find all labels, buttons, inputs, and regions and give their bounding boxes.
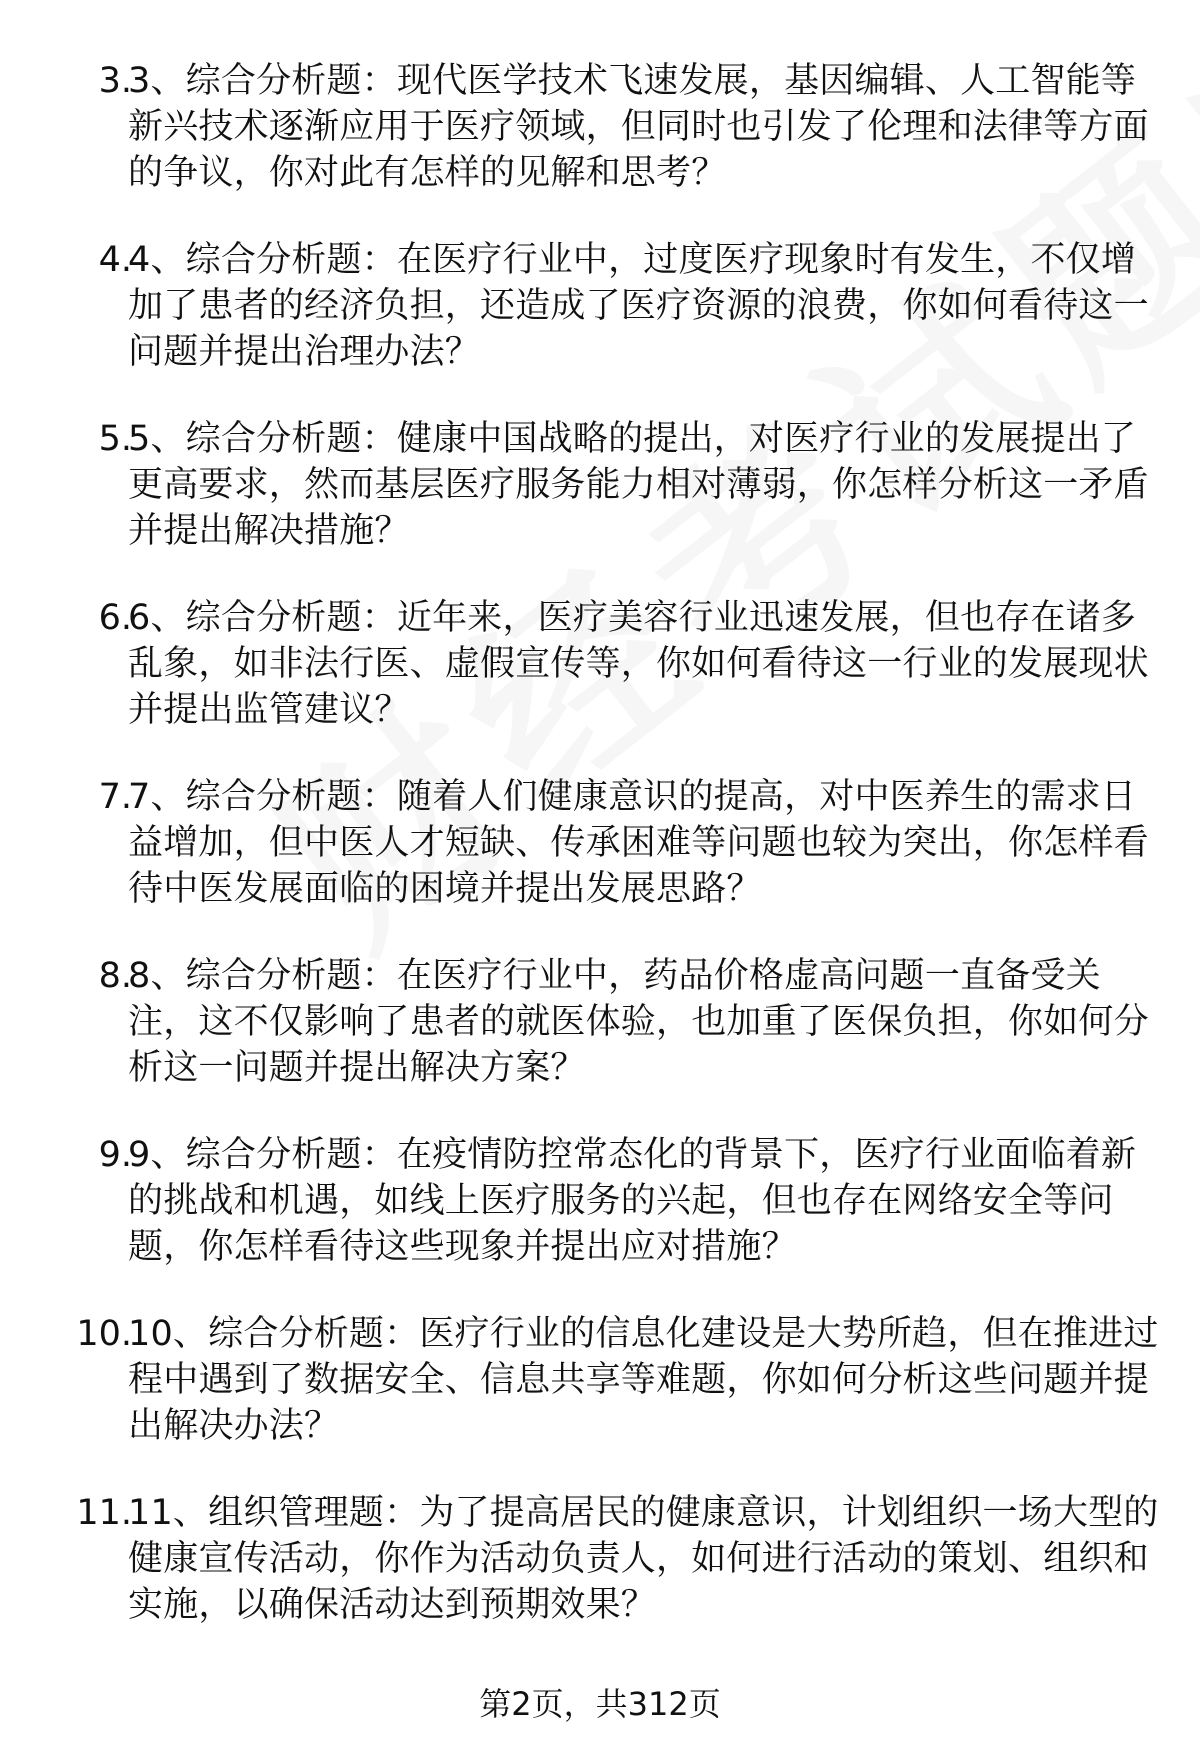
question-number: 11. bbox=[76, 1493, 132, 1533]
question-item bbox=[0, 774, 1200, 953]
question-number: 8. bbox=[98, 956, 132, 996]
question-number: 9. bbox=[98, 1135, 132, 1175]
question-text: 10、综合分析题：医疗行业的信息化建设是大势所趋，但在推进过程中遇到了数据安全、信息共享等难题，你如何分析这些问题并提出解决办法？ bbox=[128, 1314, 1159, 1446]
question-item bbox=[0, 416, 1200, 595]
question-text: 6、综合分析题：近年来，医疗美容行业迅速发展，但也存在诸多乱象，如非法行医、虚假宣传等，你如何看待这一行业的发展现状并提出监管建议？ bbox=[128, 598, 1149, 730]
question-list bbox=[0, 58, 1200, 1669]
question-number: 4. bbox=[98, 240, 132, 280]
question-item bbox=[0, 953, 1200, 1132]
question-number: 10. bbox=[76, 1314, 132, 1354]
question-number: 3. bbox=[98, 61, 132, 101]
question-text: 11、组织管理题：为了提高居民的健康意识，计划组织一场大型的健康宣传活动，你作为活动负责人，如何进行活动的策划、组织和实施，以确保活动达到预期效果？ bbox=[128, 1493, 1159, 1625]
question-text: 4、综合分析题：在医疗行业中，过度医疗现象时有发生，不仅增加了患者的经济负担，还造成了医疗资源的浪费，你如何看待这一问题并提出治理办法？ bbox=[128, 240, 1149, 372]
question-number: 7. bbox=[98, 777, 132, 817]
question-item bbox=[0, 1490, 1200, 1669]
question-text: 3、综合分析题：现代医学技术飞速发展，基因编辑、人工智能等新兴技术逐渐应用于医疗领域，但同时也引发了伦理和法律等方面的争议，你对此有怎样的见解和思考？ bbox=[128, 61, 1149, 193]
question-item bbox=[0, 595, 1200, 774]
question-text: 8、综合分析题：在医疗行业中，药品价格虚高问题一直备受关注，这不仅影响了患者的就医体验，也加重了医保负担，你如何分析这一问题并提出解决方案？ bbox=[128, 956, 1149, 1088]
question-item bbox=[0, 58, 1200, 237]
question-number: 5. bbox=[98, 419, 132, 459]
question-item bbox=[0, 237, 1200, 416]
question-item bbox=[0, 1311, 1200, 1490]
question-item bbox=[0, 1132, 1200, 1311]
question-text: 9、综合分析题：在疫情防控常态化的背景下，医疗行业面临着新的挑战和机遇，如线上医疗服务的兴起，但也存在网络安全等问题，你怎样看待这些现象并提出应对措施？ bbox=[128, 1135, 1137, 1267]
question-text: 7、综合分析题：随着人们健康意识的提高，对中医养生的需求日益增加，但中医人才短缺、传承困难等问题也较为突出，你怎样看待中医发展面临的困境并提出发展思路？ bbox=[128, 777, 1149, 909]
question-number: 6. bbox=[98, 598, 132, 638]
page-number-footer: 第2页，共312页 bbox=[479, 1685, 721, 1723]
question-text: 5、综合分析题：健康中国战略的提出，对医疗行业的发展提出了更高要求，然而基层医疗服务能力相对薄弱，你怎样分析这一矛盾并提出解决措施？ bbox=[128, 419, 1149, 551]
